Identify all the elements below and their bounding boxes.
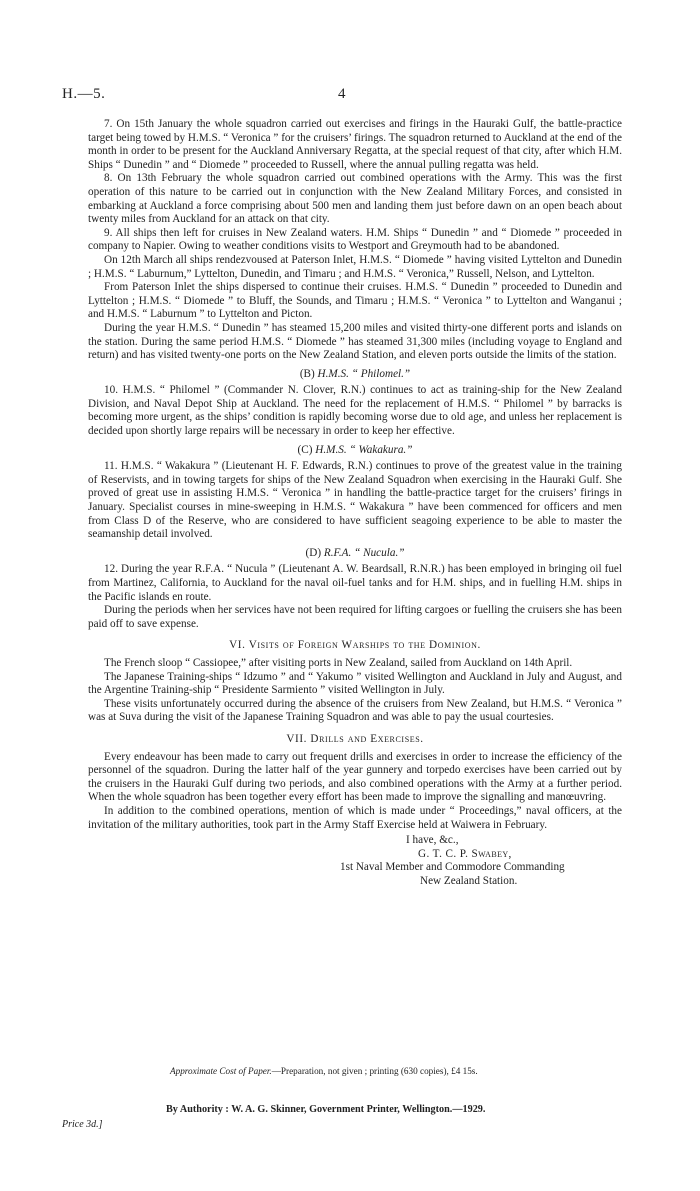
section-heading: VII. Drills and Exercises. — [286, 732, 424, 745]
paragraph: During the year H.M.S. “ Dunedin ” has steamed 15,200 miles and visited thirty-one different ports and islands on the station. During the same period H.M.S. “ Diomede ” has steamed 31,300 miles (including voyage to England and return) and has visited twenty-one ports on the New Zealand Station, and eleven ports outside the limits of the station. — [88, 321, 622, 362]
subsection-heading: (B) H.M.S. “ Philomel.” — [299, 367, 411, 380]
paragraph: In addition to the combined operations, mention of which is made under “ Proceedings,” naval officers, at the invitation of the military authorities, took part in the Army Staff Exercise held at Waiwera in February. — [88, 804, 622, 831]
cost-note: Approximate Cost of Paper.—Preparation, not given ; printing (630 copies), £4 15s. — [170, 1066, 478, 1076]
document-body — [88, 118, 622, 888]
paragraph: 8. On 13th February the whole squadron carried out combined operations with the Army. This was the first operation of this nature to be carried out in conjunction with the New Zealand Military Forces, and consisted in embarking at Auckland a force comprising about 500 men and landing them just before dawn on an open beach about twenty miles from Auckland for an attack on that city. — [88, 172, 622, 226]
paragraph: 11. H.M.S. “ Wakakura ” (Lieutenant H. F. Edwards, R.N.) continues to prove of the greatest value in the training of Reservists, and in towing targets for ships of the New Zealand Squadron when exercising in the Hauraki Gulf. She proved of great use in assisting H.M.S. “ Veronica ” in handling the battle-practice target for the cruisers’ firings in January. Specialist courses in mine-sweeping in H.M.S. “ Wakakura ” have been commenced for officers and men from Class D of the Reserve, who are considered to have sufficient seagoing experience to be able to master the seamanship detail involved. — [88, 460, 622, 541]
signatory-station: New Zealand Station. — [420, 874, 518, 887]
signatory-name: G. T. C. P. Swabey, — [418, 847, 512, 860]
paragraph: These visits unfortunately occurred during the absence of the cruisers from New Zealand, but H.M.S. “ Veronica ” was at Suva during the visit of the Japanese Training Squadron and was able to pay the usual courtesies. — [88, 697, 622, 724]
paragraph: On 12th March all ships rendezvoused at Paterson Inlet, H.M.S. “ Diomede ” having visited Lyttelton and Dunedin ; H.M.S. “ Laburnum,” Lyttelton, Dunedin, and Timaru ; and H.M.S. “ Veronica,” Russell, Nelson, and Lyttelton. — [88, 253, 622, 280]
price-label: Price 3d.] — [62, 1119, 103, 1130]
paragraph: During the periods when her services have not been required for lifting cargoes or fuelling the cruisers she has been paid off to save expense. — [88, 604, 622, 630]
authority-line: By Authority : W. A. G. Skinner, Government Printer, Wellington.—1929. — [166, 1104, 486, 1115]
closing-line: I have, &c., — [406, 834, 459, 847]
subsection-heading: (C) H.M.S. “ Wakakura.” — [297, 443, 413, 456]
paragraph: The French sloop “ Cassiopee,” after visiting ports in New Zealand, sailed from Auckland on 14th April. — [104, 656, 573, 669]
paragraph: 7. On 15th January the whole squadron carried out exercises and firings in the Hauraki Gulf, the battle-practice target being towed by H.M.S. “ Veronica ” for the cruisers’ firings. The squadron returned to Auckland at the end of the month in order to be present for the Auckland Anniversary Regatta, at the special request of that city, after which H.M. Ships “ Dunedin ” and “ Diomede ” proceeded to Russell, where the annual pulling regatta was held. — [88, 118, 622, 171]
paragraph: 9. All ships then left for cruises in New Zealand waters. H.M. Ships “ Dunedin ” and “ Diomede ” proceeded in company to Napier. Owing to weather conditions visits to Westport and Greymouth had to be abandoned. — [88, 226, 622, 253]
subsection-heading: (D) R.F.A. “ Nucula.” — [305, 546, 405, 559]
paragraph: Every endeavour has been made to carry out frequent drills and exercises in order to increase the efficiency of the personnel of the squadron. During the latter half of the year gunnery and torpedo exercises have been carried out by the cruisers in the Hauraki Gulf during two periods, and also combined operations with the Army at a further period. When the whole squadron has been together every effort has been made to improve the signalling and manœuvring. — [88, 750, 622, 804]
paragraph: 12. During the year R.F.A. “ Nucula ” (Lieutenant A. W. Beardsall, R.N.R.) has been employed in bringing oil fuel from Martinez, California, to Auckland for the naval oil-fuel tanks and for H.M. ships, and in fuelling H.M. ships in the Pacific islands en route. — [88, 563, 622, 603]
signatory-title: 1st Naval Member and Commodore Commanding — [340, 861, 565, 874]
paragraph: 10. H.M.S. “ Philomel ” (Commander N. Clover, R.N.) continues to act as training-ship for the New Zealand Division, and Naval Depot Ship at Auckland. The need for the replacement of H.M.S. “ Philomel ” by barracks is becoming more urgent, as the ships’ condition is rapidly becoming worse due to old age, and unless her replacement is decided upon shortly large repairs will be necessary in order to keep her effective. — [88, 384, 622, 438]
paragraph: The Japanese Training-ships “ Idzumo ” and “ Yakumo ” visited Wellington and Auckland in July and August, and the Argentine Training-ship “ Presidente Sarmiento ” visited Wellington in July. — [88, 670, 622, 697]
section-heading: VI. Visits of Foreign Warships to the Dominion. — [229, 639, 481, 652]
paragraph: From Paterson Inlet the ships dispersed to continue their cruises. H.M.S. “ Dunedin ” proceeded to Dunedin and Lyttelton ; H.M.S. “ Diomede ” to Bluff, the Sounds, and Timaru ; H.M.S. “ Veronica ” to Lyttelton and Wanganui ; and H.M.S. “ Laburnum ” to Lyttelton and Picton. — [88, 281, 622, 321]
document-code: H.—5. — [62, 86, 106, 102]
page-number: 4 — [338, 86, 346, 102]
signature-block — [88, 834, 622, 888]
